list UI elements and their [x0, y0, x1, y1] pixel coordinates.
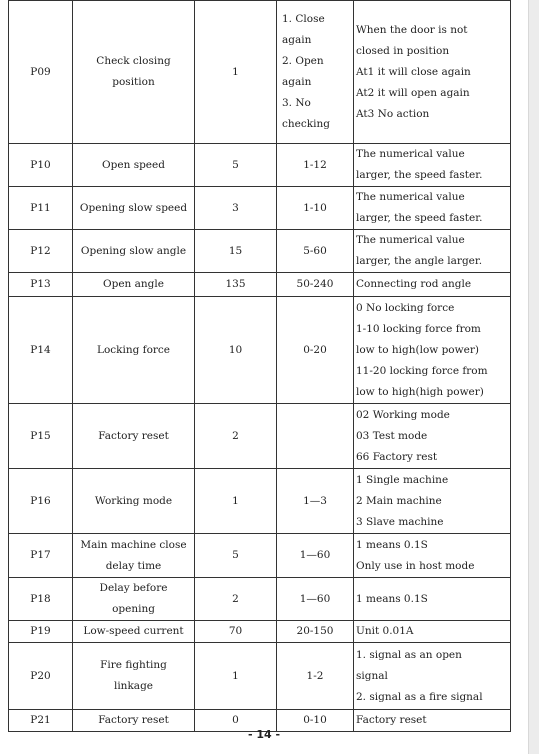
- param-description-cell-line: 1 means 0.1S: [356, 538, 428, 551]
- param-range-cell-line: again: [282, 34, 312, 46]
- param-description-cell: [354, 534, 511, 578]
- param-name-cell-line: Low-speed current: [83, 625, 184, 637]
- param-range-cell: [277, 273, 354, 297]
- param-name-cell-line: linkage: [113, 680, 154, 692]
- param-name-cell: [73, 144, 195, 187]
- param-code-cell: P15: [9, 404, 73, 469]
- param-name-cell-line: Factory reset: [98, 714, 169, 726]
- param-range-cell-line: checking: [282, 118, 330, 130]
- param-description-cell-line: signal: [356, 669, 388, 682]
- param-description-cell-line: At3 No action: [356, 107, 430, 120]
- param-name-cell-line: Working mode: [94, 494, 173, 507]
- param-description-cell-line: 1. signal as an open: [356, 648, 462, 661]
- param-description-cell-line: 0 No locking force: [356, 301, 455, 314]
- param-name-cell: [73, 621, 195, 643]
- param-name-cell-line: opening: [112, 603, 155, 615]
- param-range-cell-line: 1. Close: [282, 13, 325, 25]
- param-name-cell-line: Opening slow angle: [80, 244, 187, 257]
- param-description-cell-line: Unit 0.01A: [356, 625, 414, 637]
- param-description-cell-line: At2 it will open again: [356, 86, 470, 99]
- param-description-cell: [354, 297, 511, 404]
- table-row: [9, 469, 511, 534]
- param-default-cell: 15: [195, 230, 277, 273]
- table-row: [9, 643, 511, 710]
- param-description-cell-line: low to high(low power): [356, 343, 479, 356]
- param-description-cell-line: larger, the angle larger.: [356, 255, 483, 267]
- param-code-cell: P18: [9, 578, 73, 621]
- param-default-cell: 0: [195, 710, 277, 732]
- table-row: [9, 534, 511, 578]
- param-description-cell: [354, 621, 511, 643]
- param-description-cell-line: low to high(high power): [356, 385, 484, 398]
- param-description-cell-line: Only use in host mode: [356, 559, 475, 572]
- table-row: [9, 404, 511, 469]
- param-range-cell-line: 1-12: [303, 158, 327, 171]
- param-default-cell: 5: [195, 534, 277, 578]
- param-description-cell-line: The numerical value: [356, 148, 465, 160]
- param-code-cell: P10: [9, 144, 73, 187]
- param-name-cell-line: delay time: [105, 559, 162, 572]
- param-description-cell-line: 02 Working mode: [356, 408, 450, 421]
- table-row: [9, 144, 511, 187]
- table-row: [9, 297, 511, 404]
- param-description-cell-line: Factory reset: [356, 714, 427, 726]
- param-default-cell: 5: [195, 144, 277, 187]
- table-row: [9, 187, 511, 230]
- param-description-cell-line: 1 means 0.1S: [356, 592, 428, 605]
- param-range-cell: [277, 297, 354, 404]
- param-name-cell: [73, 643, 195, 710]
- param-name-cell-line: Delay before: [99, 582, 168, 594]
- param-range-cell-line: again: [282, 76, 312, 88]
- param-description-cell: [354, 144, 511, 187]
- param-default-cell: 70: [195, 621, 277, 643]
- param-description-cell-line: Connecting rod angle: [356, 278, 472, 290]
- param-default-cell: 2: [195, 578, 277, 621]
- parameter-table: [8, 0, 511, 732]
- param-code-cell: P16: [9, 469, 73, 534]
- param-description-cell: [354, 1, 511, 144]
- param-description-cell-line: larger, the speed faster.: [356, 212, 483, 224]
- param-name-cell: [73, 273, 195, 297]
- param-range-cell: [277, 187, 354, 230]
- param-range-cell: [277, 230, 354, 273]
- param-default-cell: 1: [195, 1, 277, 144]
- param-range-cell-line: 1-2: [306, 669, 324, 682]
- table-row: [9, 621, 511, 643]
- param-description-cell-line: 2. signal as a fire signal: [356, 690, 483, 703]
- param-code-cell: P21: [9, 710, 73, 732]
- param-range-cell: [277, 643, 354, 710]
- param-description-cell: [354, 404, 511, 469]
- param-name-cell: [73, 187, 195, 230]
- param-range-cell-line: 2. Open: [282, 55, 324, 67]
- param-name-cell-line: Fire fighting: [100, 659, 167, 671]
- param-range-cell: [277, 534, 354, 578]
- param-description-cell-line: At1 it will close again: [356, 65, 471, 78]
- param-description-cell-line: 1-10 locking force from: [356, 322, 481, 335]
- param-name-cell-line: Main machine close: [80, 538, 187, 551]
- param-default-cell: 2: [195, 404, 277, 469]
- param-code-cell: P20: [9, 643, 73, 710]
- param-range-cell-line: 1—3: [303, 494, 327, 507]
- param-description-cell-line: 3 Slave machine: [356, 515, 444, 528]
- param-name-cell-line: Open speed: [102, 158, 165, 171]
- param-code-cell: P19: [9, 621, 73, 643]
- param-name-cell: [73, 578, 195, 621]
- param-name-cell: [73, 404, 195, 469]
- param-default-cell: 1: [195, 469, 277, 534]
- param-description-cell: [354, 230, 511, 273]
- param-description-cell-line: When the door is not: [356, 23, 468, 36]
- param-range-cell-line: 1—60: [299, 592, 331, 605]
- param-range-cell-line: 0-20: [303, 343, 327, 356]
- param-name-cell: [73, 469, 195, 534]
- param-description-cell-line: 03 Test mode: [356, 429, 428, 442]
- param-code-cell: P12: [9, 230, 73, 273]
- param-code-cell: P14: [9, 297, 73, 404]
- param-code-cell: P09: [9, 1, 73, 144]
- param-code-cell: P17: [9, 534, 73, 578]
- param-default-cell: 135: [195, 273, 277, 297]
- param-range-cell-line: 5-60: [303, 244, 327, 257]
- param-name-cell: [73, 534, 195, 578]
- param-description-cell-line: larger, the speed faster.: [356, 169, 483, 181]
- param-range-cell: [277, 144, 354, 187]
- param-description-cell: [354, 643, 511, 710]
- table-row: [9, 1, 511, 144]
- param-default-cell: 3: [195, 187, 277, 230]
- param-name-cell: [73, 230, 195, 273]
- param-description-cell-line: 11-20 locking force from: [356, 364, 488, 377]
- param-name-cell-line: Open angle: [103, 278, 164, 290]
- param-range-cell: [277, 469, 354, 534]
- param-range-cell-line: 20-150: [296, 625, 334, 637]
- param-name-cell-line: Factory reset: [98, 429, 169, 442]
- param-name-cell: [73, 297, 195, 404]
- param-description-cell-line: The numerical value: [356, 234, 465, 246]
- param-range-cell-line: 1—60: [299, 549, 331, 561]
- param-range-cell-line: 1-10: [303, 201, 327, 214]
- param-description-cell: [354, 578, 511, 621]
- param-description-cell: [354, 273, 511, 297]
- param-range-cell: [277, 578, 354, 621]
- parameter-table-body: [9, 1, 511, 732]
- param-name-cell-line: position: [112, 76, 155, 88]
- param-range-cell-line: 3. No: [282, 97, 311, 109]
- page-number: - 14 -: [247, 728, 281, 741]
- table-row: [9, 273, 511, 297]
- param-range-cell-line: 50-240: [296, 278, 334, 290]
- param-default-cell: 1: [195, 643, 277, 710]
- param-description-cell-line: The numerical value: [356, 191, 465, 203]
- table-row: [9, 578, 511, 621]
- table-row: [9, 230, 511, 273]
- param-description-cell: [354, 187, 511, 230]
- param-name-cell-line: Opening slow speed: [79, 201, 188, 214]
- param-description-cell-line: closed in position: [356, 44, 450, 57]
- scrollbar-track[interactable]: [528, 0, 539, 754]
- param-default-cell: 10: [195, 297, 277, 404]
- param-description-cell: [354, 469, 511, 534]
- param-range-cell: [277, 621, 354, 643]
- param-range-cell: [277, 404, 354, 469]
- param-range-cell: [277, 1, 354, 144]
- param-range-cell-line: 0-10: [303, 714, 327, 726]
- param-name-cell-line: Check closing: [96, 55, 171, 67]
- param-description-cell-line: 1 Single machine: [356, 473, 449, 486]
- param-code-cell: P13: [9, 273, 73, 297]
- param-name-cell-line: Locking force: [96, 343, 171, 356]
- param-description-cell-line: 66 Factory rest: [356, 450, 438, 463]
- param-code-cell: P11: [9, 187, 73, 230]
- param-description-cell-line: 2 Main machine: [356, 494, 442, 507]
- param-name-cell: [73, 1, 195, 144]
